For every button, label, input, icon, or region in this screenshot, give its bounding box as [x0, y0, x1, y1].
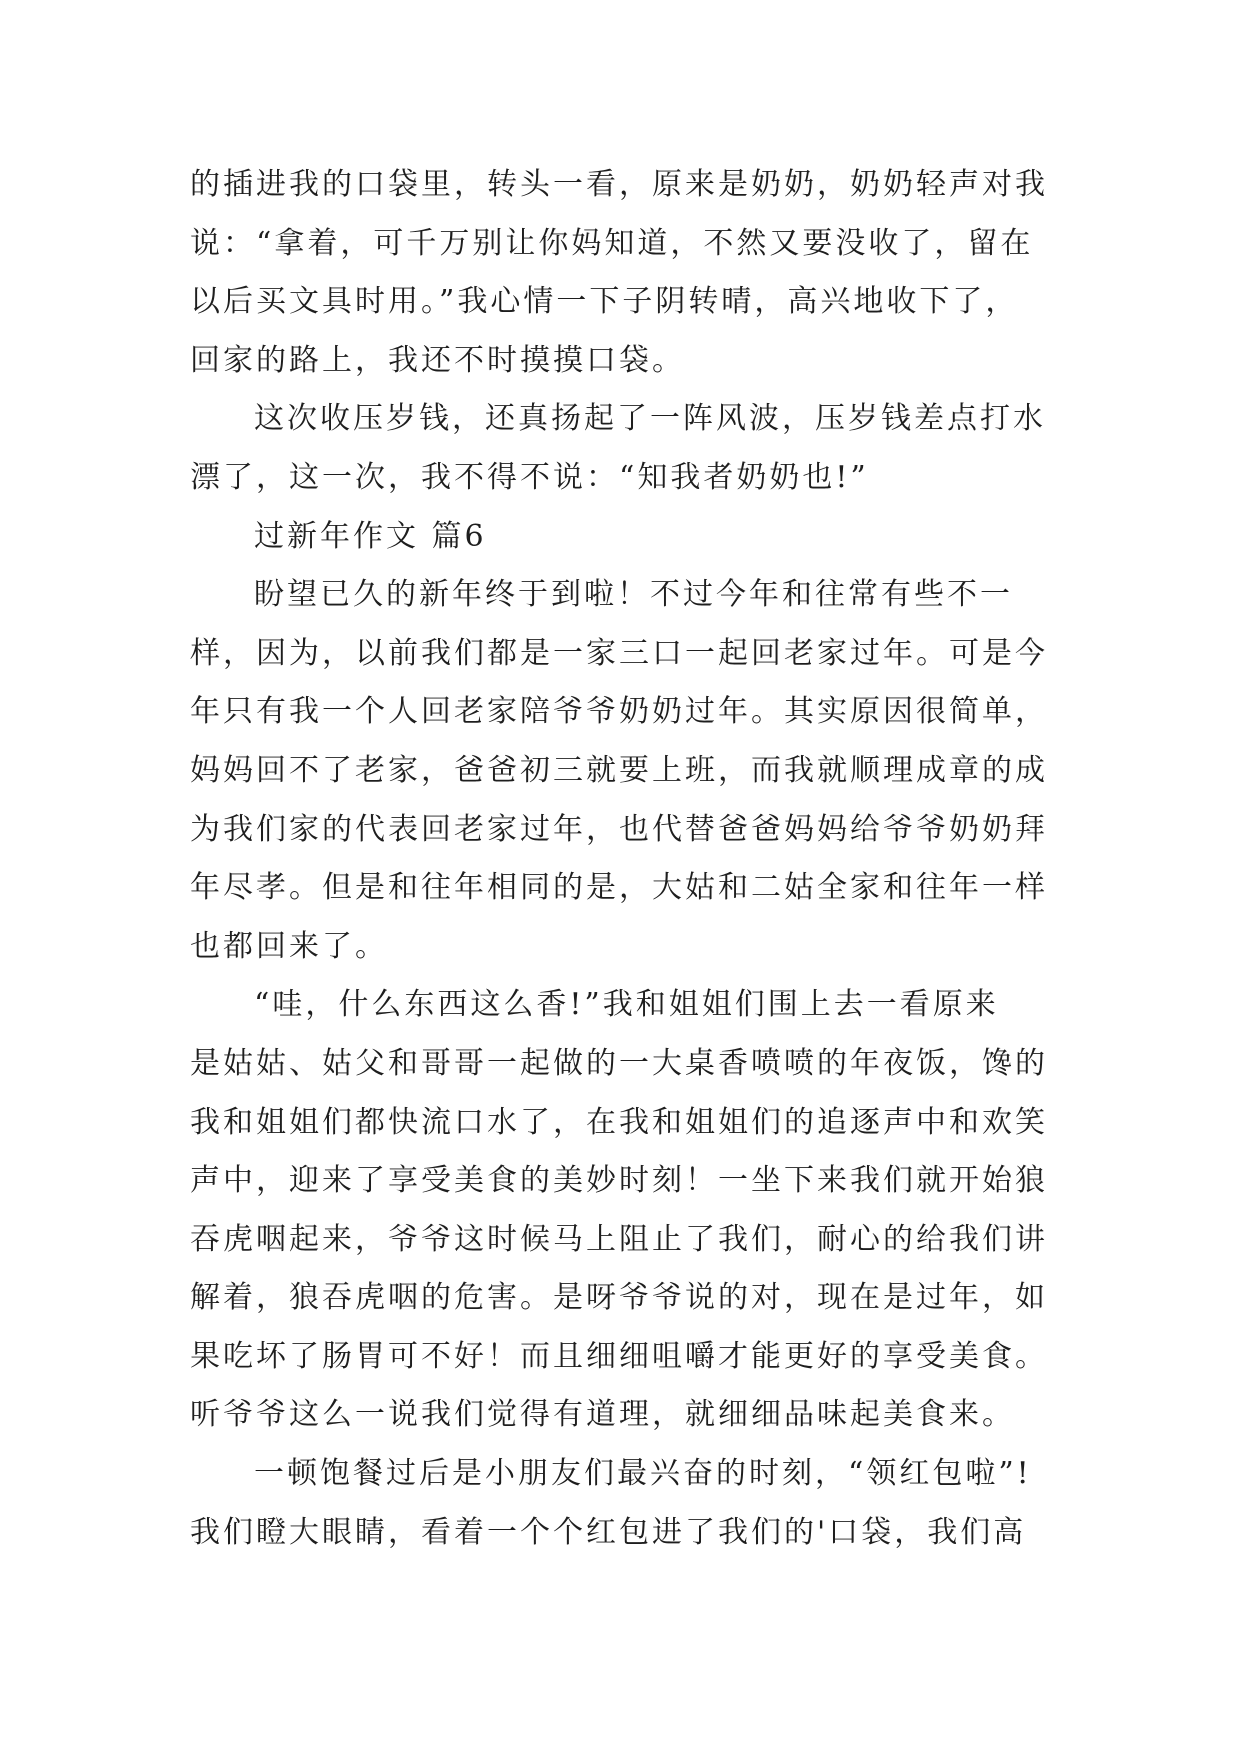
text-line: 回家的路上，我还不时摸摸口袋。	[190, 342, 685, 378]
text-line: 听爷爷这么一说我们觉得有道理，就细细品味起美食来。	[190, 1397, 1015, 1433]
essay-text	[190, 156, 1050, 1562]
text-line: 盼望已久的新年终于到啦！不过今年和往常有些不一	[254, 577, 1013, 613]
text-line: 为我们家的代表回老家过年，也代替爸爸妈妈给爷爷奶奶拜	[190, 811, 1048, 847]
text-line: 我们瞪大眼睛，看着一个个红包进了我们的'口袋，我们高	[190, 1514, 1027, 1550]
text-line: 的插进我的口袋里，转头一看，原来是奶奶，奶奶轻声对我	[190, 167, 1048, 202]
text-line: 解着，狼吞虎咽的危害。是呀爷爷说的对，现在是过年，如	[190, 1280, 1048, 1316]
text-line: 果吃坏了肠胃可不好！而且细细咀嚼才能更好的享受美食。	[190, 1338, 1048, 1374]
section-heading: 过新年作文 篇6	[254, 518, 487, 554]
text-line: 以后买文具时用。”我心情一下子阴转晴，高兴地收下了，	[190, 284, 1019, 320]
text-line: 吞虎咽起来，爷爷这时候马上阻止了我们，耐心的给我们讲	[190, 1221, 1048, 1257]
text-line: 一顿饱餐过后是小朋友们最兴奋的时刻，“领红包啦”!	[254, 1456, 1032, 1492]
text-line: 漂了，这一次，我不得不说：“知我者奶奶也!”	[190, 459, 869, 495]
text-line: 样，因为，以前我们都是一家三口一起回老家过年。可是今	[190, 635, 1048, 671]
text-line: 这次收压岁钱，还真扬起了一阵风波，压岁钱差点打水	[254, 401, 1046, 437]
text-line: 也都回来了。	[190, 928, 388, 964]
text-line: 年尽孝。但是和往年相同的是，大姑和二姑全家和往年一样	[190, 870, 1048, 906]
text-line: 说：“拿着，可千万别让你妈知道，不然又要没收了，留在	[190, 225, 1034, 261]
text-line: 年只有我一个人回老家陪爷爷奶奶过年。其实原因很简单，	[190, 694, 1048, 730]
text-line: 我和姐姐们都快流口水了，在我和姐姐们的追逐声中和欢笑	[190, 1104, 1048, 1140]
text-line: 声中，迎来了享受美食的美妙时刻！一坐下来我们就开始狼	[190, 1163, 1048, 1199]
text-line: 是姑姑、姑父和哥哥一起做的一大桌香喷喷的年夜饭，馋的	[190, 1045, 1048, 1081]
text-line: 妈妈回不了老家，爸爸初三就要上班，而我就顺理成章的成	[190, 752, 1048, 788]
text-line: “哇，什么东西这么香!”我和姐姐们围上去一看原来	[254, 987, 999, 1023]
